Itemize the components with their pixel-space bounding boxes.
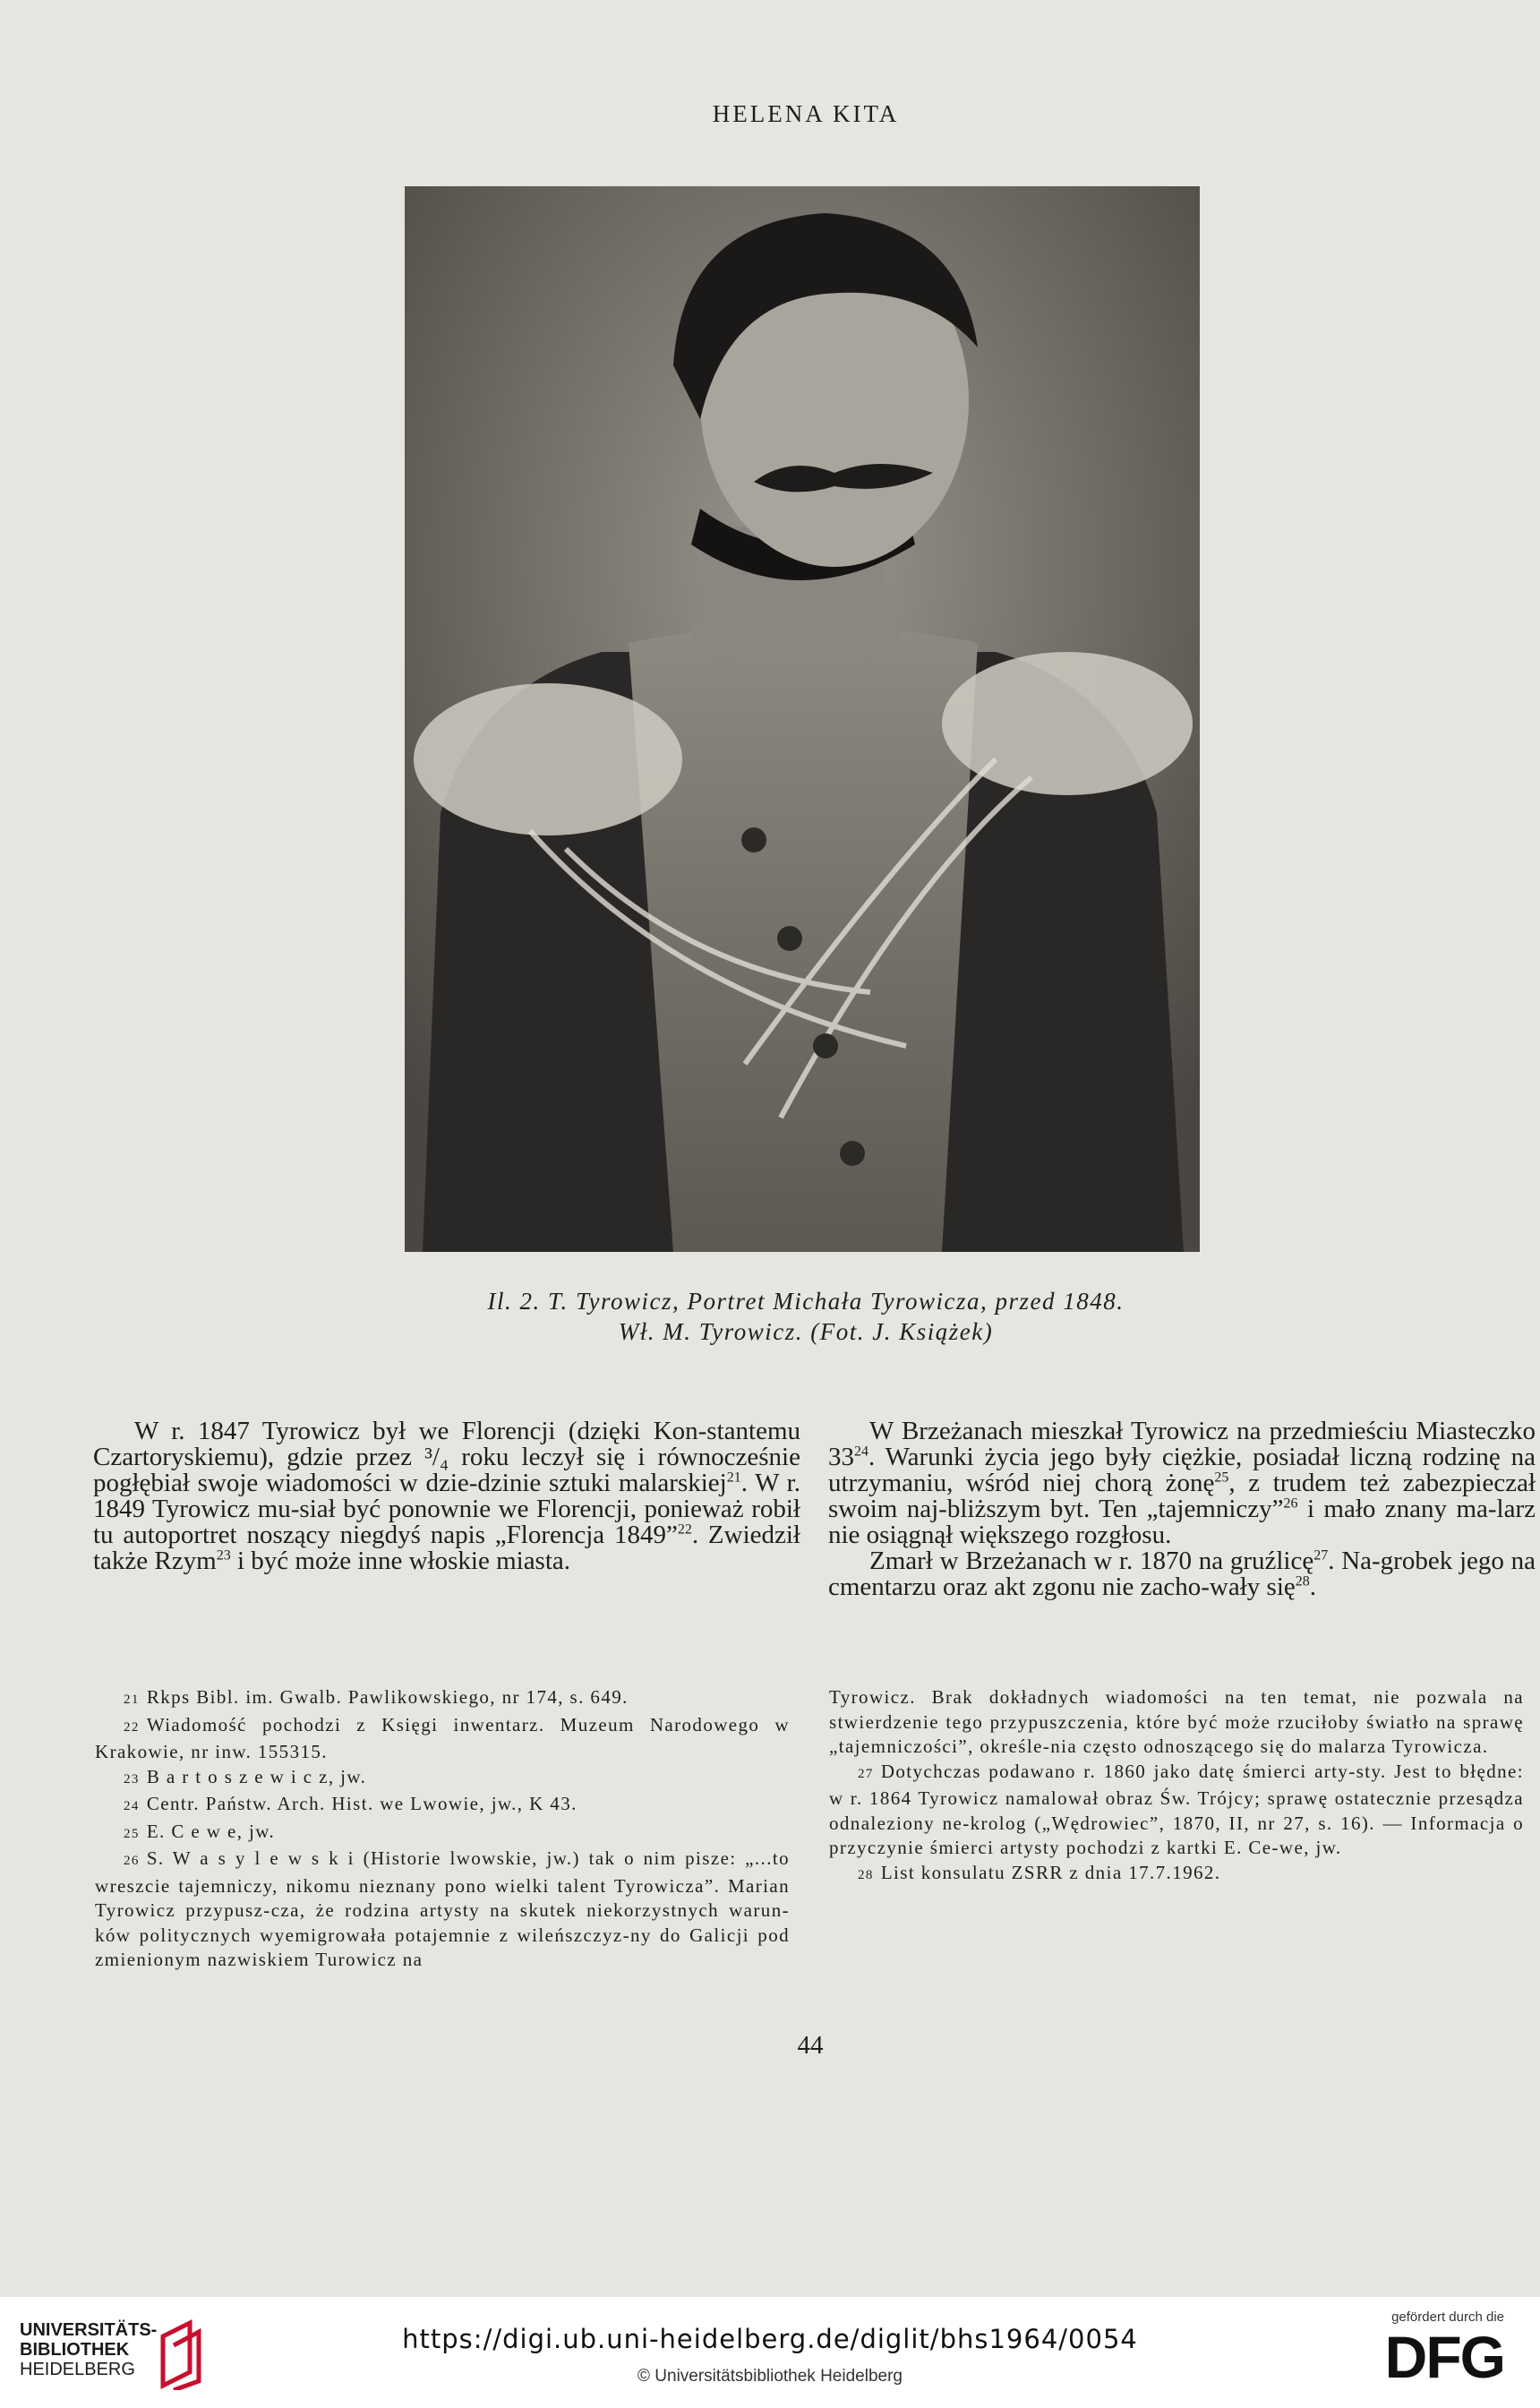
footnote: 28 List konsulatu ZSRR z dnia 17.7.1962. [858,1861,1221,1883]
caption-line-1: Il. 2. T. Tyrowicz, Portret Michała Tyrowicza, przed 1848. [487,1288,1125,1315]
dfg-logo[interactable]: gefördert durch die DFG [1384,2309,1504,2390]
portrait-image [405,186,1200,1252]
footnote: 24 Centr. Państw. Arch. Hist. we Lwowie, jw., K 43. [124,1793,578,1814]
body-column-right [828,1418,1536,1600]
copyright-notice: © Universitätsbibliothek Heidelberg [637,2367,903,2386]
footnote: 25 E. C e w e, jw. [124,1820,276,1842]
running-head: HELENA KITA [712,100,900,127]
permalink-url[interactable]: https://digi.ub.uni-heidelberg.de/diglit/bhs1964/0054 [402,2324,1138,2354]
caption-line-2: Wł. M. Tyrowicz. (Fot. J. Książek) [618,1318,994,1345]
body-paragraph: W r. 1847 Tyrowicz był we Florencji (dzięki Kon-stantemu Czartoryskiemu), gdzie przez ³/₄ roku leczył się i równocześnie pogłębiał swoje wiadomości w dzie-dzinie sztuki malarskiej$^{21}$. W r. 1849 Tyrowicz mu-siał być ponownie we Florencji, ponieważ robił tu autoportret noszący niegdyś napis „Florencja 1849”$^{22}$. Zwiedził także Rzym$^{23}$ i być może inne włoskie miasta. [93,1417,800,1575]
viewer-footer [0,2297,1540,2408]
portrait-figure [405,186,1200,1252]
footnote: 26 S. W a s y l e w s k i (Historie lwowskie, jw.) tak o nim pisze: „...to wreszcie tajemniczy, nikomu nieznany pono wielki talent Tyrowicza”. Marian Tyrowicz przypusz-cza, że rodzina artysty na skutek niekorzystnych warun-ków politycznych wyemigrowała potajemnie z wileńszczyz-ny do Galicji pod zmienionym nazwiskiem Turowicz na [95,1847,790,1970]
footnote: 21 Rkps Bibl. im. Gwalb. Pawlikowskiego, nr 174, s. 649. [124,1686,629,1708]
footnote: 27 Dotychczas podawano r. 1860 jako datę śmierci arty-sty. Jest to błędne: w r. 1864 Tyrowicz namalował obraz Św. Trójcy; sprawę ostatecznie przesądza odnaleziony ne-krolog („Wędrowiec”, 1870, II, nr 27, s. 16). — Informacja o przyczynie śmierci artysty pochodzi z kartki E. Ce-we, jw. [829,1760,1524,1858]
footnote-continued: Tyrowicz. Brak dokładnych wiadomości na ten temat, nie pozwala na stwierdzenie tego przypuszczenia, które być może rzuciłoby światło na sprawę „tajemniczości”, określe-nia często odnoszącego się do malarza Tyrowicza. [829,1686,1524,1757]
figure-caption [0,1286,1540,1347]
footnotes-right [829,1685,1524,1888]
body-paragraph: W Brzeżanach mieszkał Tyrowicz na przedmieściu Miasteczko $33^{24}$. Warunki życia jego były ciężkie, posiadał liczną rodzinę na utrzymaniu, wśród niej chorą żonę$^{25}$, z trudem też zabezpieczał swoim naj-bliższym byt. Ten „tajemniczy”$^{26}$ i mało znany ma-larz nie osiągnął większego rozgłosu. [828,1417,1536,1549]
university-library-logo[interactable]: UNIVERSITÄTS- BIBLIOTHEK HEIDELBERG [20,2320,158,2379]
footnotes-left [95,1685,790,1973]
footnote: 23 B a r t o s z e w i c z, jw. [124,1765,367,1787]
footnote: 22 Wiadomość pochodzi z Księgi inwentarz. Muzeum Narodowego w Krakowie, nr inw. 155315. [95,1713,790,1762]
page-number: 44 [797,2031,824,2060]
body-paragraph: Zmarł w Brzeżanach w r. 1870 na gruźlicę$^{27}$. Na-grobek jego na cmentarzu oraz akt zgonu nie zacho-wały się$^{28}$. [828,1547,1536,1601]
body-column-left [93,1418,800,1574]
